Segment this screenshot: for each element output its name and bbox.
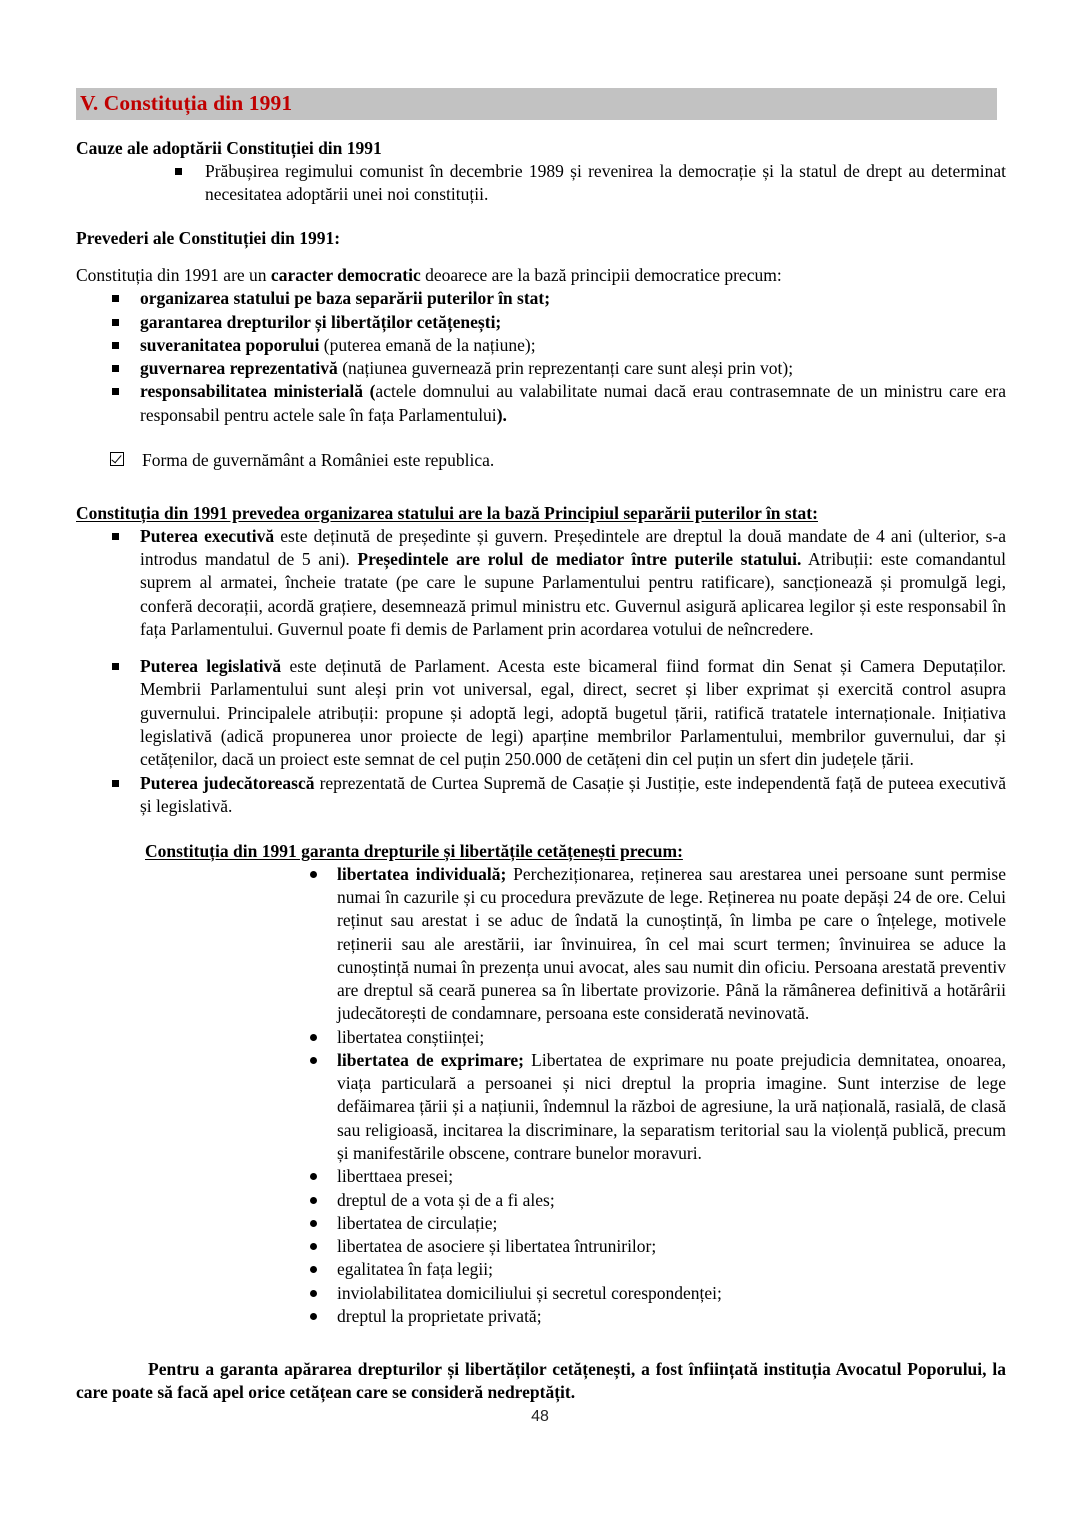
square-bullet-icon xyxy=(112,342,119,349)
list-item xyxy=(76,655,1006,771)
right-text xyxy=(337,1235,1006,1258)
rights-heading: Constituția din 1991 garanta drepturile și libertățile cetățenești precum: xyxy=(145,841,683,862)
principle-bold: organizarea statului pe baza separării puterilor în stat; xyxy=(140,288,551,309)
rights-list xyxy=(145,863,1006,1328)
list-item xyxy=(145,1165,1006,1188)
principle-rest: actele domnului au valabilitate numai dacă erau contrasemnate de un ministru care era responsabil pentru actele sale în fața Parlamentului xyxy=(140,381,1007,425)
causes-item-text: Prăbușirea regimului comunist în decembrie 1989 și revenirea la democrație și la statul de drept au determinat necesitatea adoptării unei noi constituții. xyxy=(205,160,1006,204)
right-rest: dreptul de a vota și de a fi ales; xyxy=(337,1189,555,1210)
power-lead: Puterea legislativă xyxy=(140,656,282,677)
list-item xyxy=(76,160,1006,207)
list-item xyxy=(76,287,1006,310)
round-bullet-icon xyxy=(310,1220,317,1227)
provisions-intro-tail: deoarece are la bază principii democratice precum: xyxy=(420,265,782,285)
page-number: 48 xyxy=(531,1408,549,1425)
principle-bold: suveranitatea poporului xyxy=(140,334,320,355)
principle-bold: guvernarea reprezentativă xyxy=(140,358,338,379)
right-text xyxy=(337,1165,1006,1188)
right-rest: dreptul la proprietate privată; xyxy=(337,1305,542,1326)
square-bullet-icon xyxy=(112,295,119,302)
republic-note-text: Forma de guvernământ a României este republica. xyxy=(142,449,495,470)
right-rest: libertatea de asociere și libertatea întrunirilor; xyxy=(337,1236,657,1257)
right-rest: Libertatea de exprimare nu poate prejudicia demnitatea, onoarea, viața particulară a persoanei și nici dreptul la propria imagine. Sunt interzise de lege defăimarea țării și a națiunii, îndemnul la război de agresiune, la ură națională, rasială, de clasă sau religioasă, incitarea la discriminare, la separatism teritorial sau la violență publică, precum și manifestările obscene, contrare bunelor moravuri. xyxy=(337,1049,1006,1163)
list-item xyxy=(76,772,1006,819)
right-bold: libertatea individuală; xyxy=(337,863,507,884)
right-text xyxy=(337,1189,1006,1212)
list-item xyxy=(145,863,1006,1026)
list-item xyxy=(145,1305,1006,1328)
principle-text xyxy=(140,357,1006,380)
list-item xyxy=(145,1282,1006,1305)
list-item xyxy=(145,1026,1006,1049)
round-bullet-icon xyxy=(310,1313,317,1320)
causes-heading: Cauze ale adoptării Constituției din 1991 xyxy=(76,137,382,158)
power-lead: Puterea judecătorească xyxy=(140,772,315,793)
square-bullet-icon xyxy=(112,388,119,395)
principle-text xyxy=(140,287,1006,310)
power-body-1: este deținută de Parlament. Acesta este bicameral fiind format din Senat și Camera Deputaților. Membrii Parlamentului sunt aleși prin vot universal, egal, direct, secret și liber exprimat și exercită control asupra guvernului. Principalele atribuții: propune și adoptă legi, adoptă bugetul țării, ratifică tratatele internaționale. Inițiativa legislativă (adică propunerea unor proiecte de legi) aparține membrilor Parlamentului, membrilor guvernului, dar și cetățenilor, dacă un proiect este semnat de cel puțin 250.000 de cetățeni din cel puțin un sfert din județele țării. xyxy=(140,656,1007,770)
provisions-heading: Prevederi ale Constituției din 1991: xyxy=(76,228,341,249)
page-content xyxy=(76,88,1006,1405)
list-item xyxy=(76,311,1006,334)
power-judicial-text xyxy=(140,772,1006,819)
list-item xyxy=(76,380,1006,427)
republic-note xyxy=(76,449,1006,472)
round-bullet-icon xyxy=(310,1034,317,1041)
principles-list xyxy=(76,287,1006,427)
right-bold: libertatea de exprimare; xyxy=(337,1049,525,1070)
round-bullet-icon xyxy=(310,1197,317,1204)
right-rest: libertatea de circulație; xyxy=(337,1212,498,1233)
power-body-1: este deținută de președinte și guvern. Președintele are dreptul la două mandate de 4 ani (ulterior, s-a introdus mandatul de 5 ani). xyxy=(140,525,1006,570)
round-bullet-icon xyxy=(310,1173,317,1180)
round-bullet-icon xyxy=(310,1057,317,1064)
power-emphasis: Președintele are rolul de mediator între puterile statului. xyxy=(357,549,802,570)
right-rest: libertatea conștiinței; xyxy=(337,1026,485,1047)
principle-rest: (națiunea guvernează prin reprezentanți care sunt aleși prin vot); xyxy=(337,358,794,379)
round-bullet-icon xyxy=(310,1243,317,1250)
principle-bold: garantarea drepturilor și libertăților cetățenești; xyxy=(140,311,502,332)
principle-bold-tail: ). xyxy=(496,404,507,425)
round-bullet-icon xyxy=(310,1290,317,1297)
causes-list xyxy=(76,160,1006,207)
square-bullet-icon xyxy=(112,365,119,372)
provisions-intro-emphasis: caracter democratic xyxy=(270,265,421,285)
provisions-intro xyxy=(76,264,1006,287)
right-text xyxy=(337,1305,1006,1328)
power-legislative-text xyxy=(140,655,1006,771)
list-item xyxy=(76,525,1006,641)
list-item xyxy=(145,1212,1006,1235)
right-text xyxy=(337,1026,1006,1049)
powers-list xyxy=(76,525,1006,641)
list-item xyxy=(145,1189,1006,1212)
powers-list-2 xyxy=(76,655,1006,818)
right-text xyxy=(337,1282,1006,1305)
round-bullet-icon xyxy=(310,871,317,878)
right-rest: liberttaea presei; xyxy=(337,1166,454,1187)
square-bullet-icon xyxy=(112,780,119,787)
section-title: V. Constituția din 1991 xyxy=(80,91,293,115)
checked-box-icon xyxy=(110,452,124,466)
square-bullet-icon xyxy=(112,319,119,326)
right-text xyxy=(337,1258,1006,1281)
rights-block xyxy=(145,840,1006,1328)
right-text xyxy=(337,863,1006,1026)
principle-text xyxy=(140,334,1006,357)
principle-text xyxy=(140,380,1006,427)
square-bullet-icon xyxy=(112,663,119,670)
principle-text xyxy=(140,311,1006,334)
section-title-band xyxy=(76,88,997,120)
separation-heading: Constituția din 1991 prevedea organizarea statului are la bază Principiul separării puterilor în stat: xyxy=(76,503,818,524)
right-text xyxy=(337,1212,1006,1235)
closing-paragraph: Pentru a garanta apărarea drepturilor și libertăților cetățenești, a fost înființată instituția Avocatul Poporului, la care poate să facă apel orice cetățean care se consideră nedreptățit. xyxy=(76,1359,1006,1403)
provisions-intro-lead: Constituția din 1991 are un xyxy=(76,265,271,285)
right-rest: Percheziționarea, reținerea sau arestarea unei persoane sunt permise numai în cazurile și cu procedura prevăzute de lege. Reținerea nu poate depăși 24 de ore. Celui reținut sau arestat i se aduc de îndată la cunoștință, în limba pe care o înțelege, motivele reținerii sau ale arestării, iar învinuirea, în cel mai scurt termen; învinuirea se aduce la cunoștință numai în prezența unui avocat, ales sau numit din oficiu. Persoana arestată preventiv are dreptul să ceară punerea sa în libertate provizorie. Până la rămânerea definitivă a hotărârii judecătorești de condamnare, persoana este considerată nevinovată. xyxy=(337,863,1006,1024)
list-item xyxy=(145,1235,1006,1258)
list-item xyxy=(76,334,1006,357)
square-bullet-icon xyxy=(112,533,119,540)
power-body-1: reprezentată de Curtea Supremă de Casație și Justiție, este independentă față de puteea executivă și legislativă. xyxy=(140,772,1007,816)
list-item xyxy=(145,1258,1006,1281)
power-executive-text xyxy=(140,525,1006,641)
right-rest: egalitatea în fața legii; xyxy=(337,1259,493,1280)
round-bullet-icon xyxy=(310,1266,317,1273)
list-item xyxy=(145,1049,1006,1165)
power-body-2: Atribuții: este comandantul suprem al armatei, încheie tratate (pe care le supune Parlamentului pentru ratificare), sancționează și promulgă legi, conferă decorații, acordă grațiere, desemnează primul ministru etc. Guvernul asigură aplicarea legilor și este responsabil în fața Parlamentului. Guvernul poate fi demis de Parlament prin acordarea votului de neîncredere. xyxy=(140,549,1006,639)
list-item xyxy=(76,357,1006,380)
power-lead: Puterea executivă xyxy=(140,525,275,546)
right-rest: inviolabilitatea domiciliului și secretul corespondenței; xyxy=(337,1282,722,1303)
square-bullet-icon xyxy=(175,168,182,175)
right-text xyxy=(337,1049,1006,1165)
principle-rest: (puterea emană de la națiune); xyxy=(319,334,536,355)
principle-bold: responsabilitatea ministerială ( xyxy=(140,381,376,402)
